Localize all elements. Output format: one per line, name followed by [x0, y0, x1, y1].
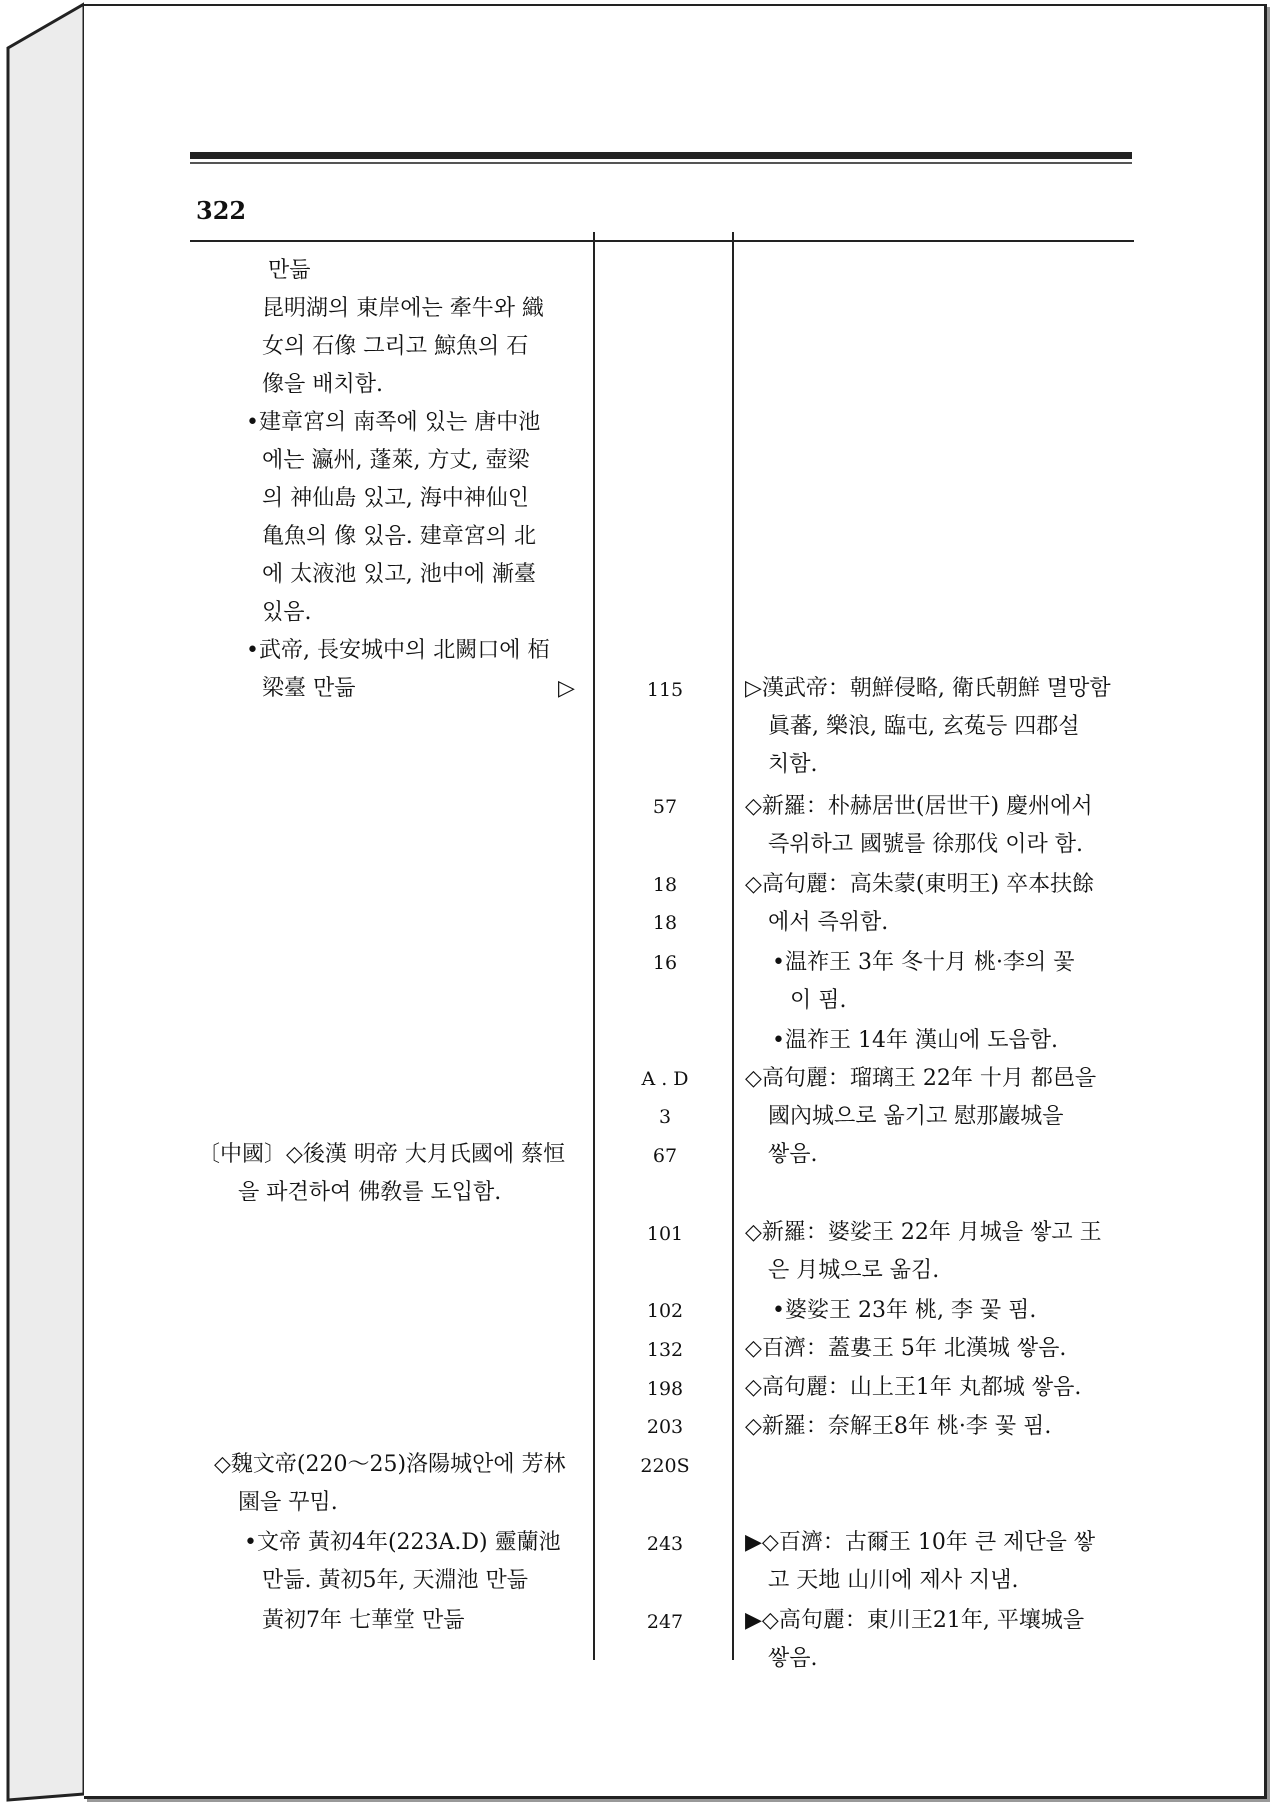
year: 102: [646, 1300, 684, 1322]
header-rule-thin: [190, 162, 1132, 164]
year: 115: [646, 679, 684, 701]
right-line: 國內城으로 옮기고 慰那巖城을: [768, 1104, 1064, 1129]
year: 132: [646, 1339, 684, 1361]
page-number: 322: [196, 196, 247, 225]
left-line: 像을 배치함.: [262, 372, 383, 397]
right-line: ◇高句麗：高朱蒙(東明王) 卒本扶餘: [745, 872, 1095, 897]
right-line: ▷漢武帝：朝鮮侵略, 衛氏朝鮮 멸망함: [745, 676, 1111, 701]
left-line: 의 神仙島 있고, 海中神仙인: [262, 486, 529, 511]
year: 247: [646, 1611, 684, 1633]
right-line: 고 天地 山川에 제사 지냄.: [768, 1568, 1019, 1593]
right-line: 쌓음.: [768, 1142, 818, 1167]
right-line: ◇新羅：朴赫居世(居世干) 慶州에서: [745, 794, 1093, 819]
column-divider-left: [593, 232, 595, 1660]
left-line: 園을 꾸밈.: [238, 1490, 338, 1515]
right-line: •温祚王 3年 冬十月 桃·李의 꽃: [772, 950, 1075, 975]
left-line: 을 파견하여 佛敎를 도입함.: [238, 1180, 502, 1205]
left-line: 에는 瀛州, 蓬萊, 方丈, 壺梁: [262, 448, 530, 473]
right-line: 쌓음.: [768, 1646, 818, 1671]
left-line: 女의 石像 그리고 鯨魚의 石: [262, 334, 529, 359]
right-line: ◇高句麗：瑠璃王 22年 十月 都邑을: [745, 1066, 1097, 1091]
table-top-rule: [190, 240, 1134, 242]
header-rule: [190, 152, 1132, 159]
right-line: 에서 즉위함.: [768, 910, 889, 935]
year: 67: [652, 1145, 678, 1167]
right-line: ▶◇百濟：古爾王 10年 큰 제단을 쌓: [745, 1530, 1096, 1555]
right-line: 치함.: [768, 752, 818, 777]
left-line: •武帝, 長安城中의 北闕口에 栢: [246, 638, 550, 663]
left-line: 亀魚의 像 있음. 建章宮의 北: [262, 524, 536, 549]
year: 101: [646, 1223, 684, 1245]
right-line: ◇百濟：蓋婁王 5年 北漢城 쌓음.: [745, 1336, 1067, 1361]
right-line: ◇高句麗：山上王1年 丸都城 쌓음.: [745, 1375, 1082, 1400]
year: 18: [652, 874, 678, 896]
left-line: 에 太液池 있고, 池中에 漸臺: [262, 562, 536, 587]
right-line: ◇新羅：婆娑王 22年 月城을 쌓고 王: [745, 1220, 1102, 1245]
column-divider-right: [732, 232, 734, 1660]
year: 3: [658, 1106, 672, 1128]
year: 57: [652, 796, 678, 818]
left-line: 黃初7年 七華堂 만듦: [262, 1608, 465, 1633]
right-line: 즉위하고 國號를 徐那伐 이라 함.: [768, 832, 1083, 857]
year: 203: [646, 1416, 684, 1438]
right-line: ▶◇高句麗：東川王21年, 平壤城을: [745, 1608, 1085, 1633]
left-line: 만듦: [268, 258, 311, 283]
right-line: •婆娑王 23年 桃, 李 꽃 핌.: [772, 1298, 1037, 1323]
right-line: 은 月城으로 옮김.: [768, 1258, 940, 1283]
right-line: ◇新羅：奈解王8年 桃·李 꽃 핌.: [745, 1414, 1052, 1439]
left-line: •文帝 黃初4年(223A.D) 靈蘭池: [244, 1530, 561, 1555]
left-line: 昆明湖의 東岸에는 牽牛와 織: [262, 296, 544, 321]
left-line: ◇魏文帝(220～25)洛陽城안에 芳林: [214, 1452, 566, 1477]
book-spine-edge: [0, 0, 84, 1806]
left-line: 〔中國〕◇後漢 明帝 大月氏國에 蔡恒: [198, 1142, 566, 1167]
left-line: 만듦. 黃初5年, 天淵池 만듦: [262, 1568, 528, 1593]
left-line: 있음.: [262, 600, 312, 625]
triangle-marker: ▷: [558, 676, 575, 701]
right-line: •温祚王 14年 漢山에 도읍함.: [772, 1028, 1058, 1053]
year: A . D: [641, 1068, 689, 1090]
right-line: 眞蕃, 樂浪, 臨屯, 玄菟등 四郡설: [768, 714, 1080, 739]
right-line: 이 핌.: [790, 988, 847, 1013]
year: 220S: [640, 1455, 690, 1477]
left-line: 梁臺 만듦: [262, 676, 356, 701]
left-line: •建章宮의 南쪽에 있는 唐中池: [246, 410, 541, 435]
year: 18: [652, 912, 678, 934]
year: 16: [652, 952, 678, 974]
year: 243: [646, 1533, 684, 1555]
year: 198: [646, 1378, 684, 1400]
